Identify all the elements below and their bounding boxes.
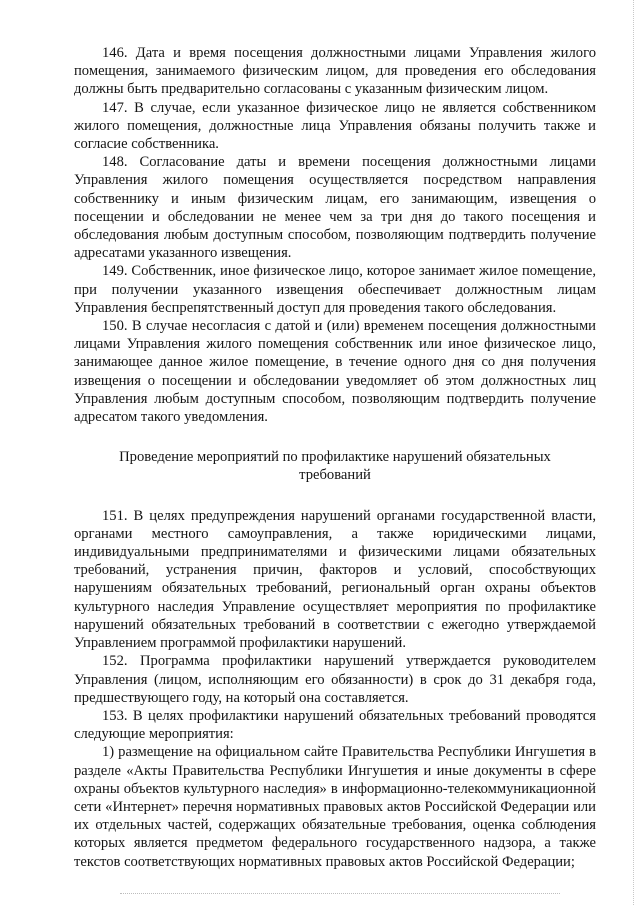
section-heading: Проведение мероприятий по профилактике нарушений обязательных требований [119, 449, 551, 484]
paragraph-147: 147. В случае, если указанное физическое лицо не является собственником жилого помещения, должностные лица Управления обязаны получить также и согласие собственника. [74, 99, 596, 153]
scan-edge-artifact [632, 0, 634, 905]
paragraph-152: 152. Программа профилактики нарушений утверждается руководителем Управления (лицом, исполняющим его обязанности) в срок до 31 декабря года, предшествующего году, на который она составляется. [74, 653, 596, 706]
document-page [74, 44, 596, 871]
paragraph-149: 149. Собственник, иное физическое лицо, которое занимает жилое помещение, при получении указанного извещения обеспечивает должностным лицам Управления беспрепятственный доступ для проведения такого обследования. [74, 263, 596, 316]
paragraph-153: 153. В целях профилактики нарушений обязательных требований проводятся следующие мероприятия: [74, 707, 596, 743]
paragraph-146: 146. Дата и время посещения должностными лицами Управления жилого помещения, занимаемого физическим лицом, для проведения его обследования должны быть предварительно согласованы с указанным физическим лицом. [74, 45, 596, 98]
scan-bottom-artifact [120, 893, 560, 895]
paragraph-150: 150. В случае несогласия с датой и (или) временем посещения должностными лицами Управления жилого помещения собственник или иное физическое лицо, занимающее данное жилое помещение, в течение одного дня со дня получения извещения о посещении и обследовании уведомляет об этом должностных лиц Управления любым доступным способом, позволяющим подтвердить получение адресатом такого уведомления. [74, 318, 596, 426]
paragraph-151: 151. В целях предупреждения нарушений органами государственной власти, органами местного самоуправления, а также юридическими лицами, индивидуальными предпринимателями и физическими лицами обязательных требований, устранения причин, факторов и условий, способствующих нарушениям обязательных требований, региональный орган охраны объектов культурного наследия Управление осуществляет мероприятия по профилактике нарушений обязательных требований в соответствии с ежегодно утверждаемой Управлением программой профилактики нарушений. [74, 507, 596, 652]
paragraph-153-item-1: 1) размещение на официальном сайте Правительства Республики Ингушетия в разделе «Акты Правительства Республики Ингушетия и иные документы в сфере охраны объектов культурного наследия» в информационно-телекоммуникационной сети «Интернет» перечня нормативных правовых актов Российской Федерации или их отдельных частей, содержащих обязательные требования, оценка соблюдения которых является предметом федерального государственного надзора, а также текстов соответствующих нормативных правовых актов Российской Федерации; [74, 744, 596, 870]
paragraph-148: 148. Согласование даты и времени посещения должностными лицами Управления жилого помещения осуществляется посредством направления собственнику и иным физическим лицам, его занимающим, извещения о посещении и обследовании не менее чем за три дня до такого посещения и обследования любым доступным способом, позволяющим подтвердить получение адресатами указанного извещения. [74, 154, 596, 262]
